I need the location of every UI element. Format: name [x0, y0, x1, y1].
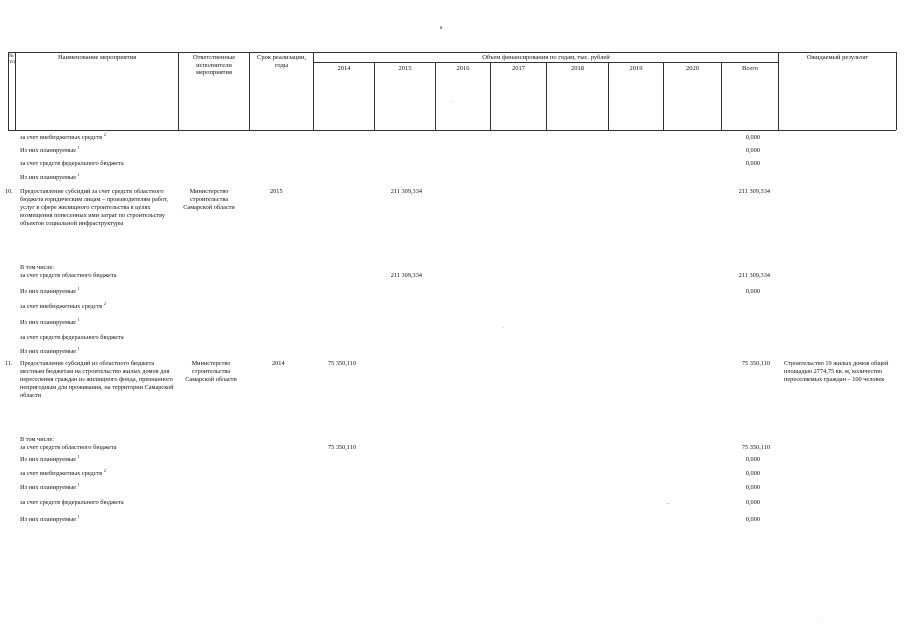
item-number: 11.	[5, 360, 13, 367]
row-total: 0,000	[745, 160, 760, 167]
row-label: Из них планируемые $^1$	[20, 453, 80, 463]
row-label: за счет средств федерального бюджета	[20, 499, 124, 506]
item-2014: 75 350,110	[328, 360, 357, 367]
item-responsible: Министерство строительства Самарской области	[185, 360, 237, 383]
item-name: Предоставление субсидий за счет средств областного бюджета юридическим лицам – производителям работ, услуг в сфере жилищного строительства в целях возмещения понесенных ими затрат по строительству объектов социальной инфраструктуры	[20, 188, 168, 227]
row-total: 0,000	[745, 147, 760, 154]
item-name: Предоставление субсидий из областного бюджета местным бюджетам на строительство жилых домов для переселения граждан из жилищного фонда, признанного непригодным для проживания, на территории Самарской области	[20, 360, 174, 399]
scan-speck: –	[667, 502, 670, 507]
header-num: № п/п	[8, 54, 15, 65]
row-total: 0,000	[745, 516, 760, 523]
row-total: 0,000	[745, 456, 760, 463]
scan-speck: ·	[818, 618, 820, 623]
col-line	[313, 52, 314, 130]
item-result: Строительство 19 жилых домов общей площадью 2774,75 кв. м, количество переселяемых граждан – 100 человек	[784, 360, 889, 383]
header-year: 2020	[686, 65, 699, 72]
row-label: за счет внебюджетных средств $^2$	[20, 467, 106, 477]
header-year: 2018	[571, 65, 584, 72]
col-line	[896, 52, 897, 130]
item-period: 2015	[270, 188, 283, 195]
header-period: Срок реализации, годы	[256, 54, 306, 69]
item-total: 211 309,334	[738, 188, 770, 195]
header-responsible: Ответственные исполнители мероприятия	[192, 54, 236, 76]
header-total: Всего	[742, 65, 758, 72]
scan-speck: ·	[452, 100, 454, 105]
col-line	[15, 52, 16, 130]
row-label: за счет внебюджетных средств $^2$	[20, 300, 106, 310]
header-year: 2016	[456, 65, 470, 72]
row-total: 0,000	[745, 484, 760, 491]
row-total: 0,000	[745, 288, 760, 295]
row-label: Из них планируемые $^1$	[20, 171, 80, 181]
header-funding: Объем финансирования по годам, тыс. рублей	[482, 54, 610, 61]
row-label: Из них планируемые $^1$	[20, 144, 80, 154]
item-number: 10.	[5, 188, 13, 195]
row-2015: 211 309,334	[390, 272, 422, 279]
row-label: за счет средств федерального бюджета	[20, 160, 124, 167]
header-name: Наименование мероприятия	[57, 54, 137, 61]
header-year: 2017	[512, 65, 525, 72]
table-header	[8, 52, 896, 130]
row-label: Из них планируемые $^1$	[20, 285, 80, 295]
row-total: 211 309,334	[738, 272, 770, 279]
item-period: 2014	[272, 360, 285, 367]
row-label: за счет средств областного бюджета	[20, 272, 117, 279]
header-year: 2019	[629, 65, 643, 72]
including-label: В том числе:	[20, 436, 55, 443]
row-label: Из них планируемые $^1$	[20, 481, 80, 491]
row-label: Из них планируемые $^1$	[20, 316, 80, 326]
including-label: В том числе:	[20, 264, 55, 271]
row-total: 0,000	[745, 499, 760, 506]
header-year: 2014	[337, 65, 351, 72]
row-2014: 75 350,110	[328, 444, 357, 451]
col-line	[178, 52, 179, 130]
row-total: 0,000	[745, 134, 760, 141]
item-responsible: Министерство строительства Самарской области	[183, 188, 235, 211]
page-number: s	[440, 25, 443, 31]
item-2015: 211 309,334	[390, 188, 422, 195]
row-label: Из них планируемые $^1$	[20, 513, 80, 523]
row-label: Из них планируемые $^1$	[20, 345, 80, 355]
item-total: 75 350,110	[741, 360, 770, 367]
row-total: 75 350,110	[741, 444, 770, 451]
header-year: 2015	[398, 65, 412, 72]
scan-speck: ·	[503, 326, 505, 331]
row-total: 0,000	[745, 470, 760, 477]
header-top-border	[8, 52, 896, 53]
col-line	[778, 52, 779, 130]
row-label: за счет средств федерального бюджета	[20, 334, 124, 341]
header-result: Ожидаемый результат	[806, 54, 869, 61]
row-label: за счет средств областного бюджета	[20, 444, 117, 451]
header-bottom-border	[8, 130, 896, 131]
row-label: за счет внебюджетных средств $^2$	[20, 131, 106, 141]
